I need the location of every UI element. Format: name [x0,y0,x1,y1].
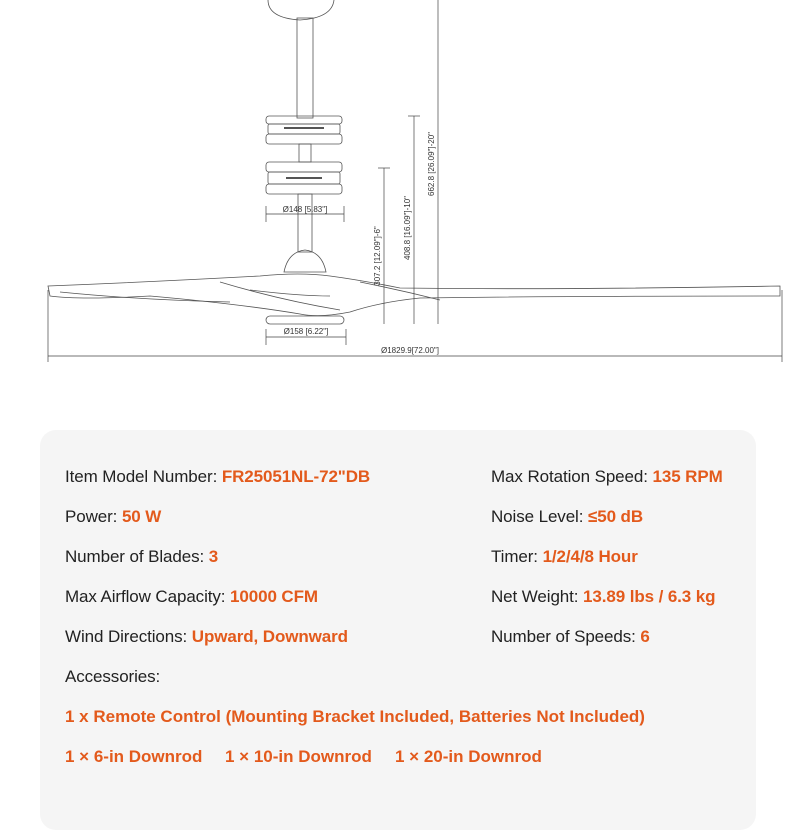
spec-label: Item Model Number: [65,467,222,486]
spec-value: ≤50 dB [587,507,644,526]
spec-label: Max Rotation Speed: [491,467,653,486]
motor-housing-upper [266,116,342,144]
spec-label: Timer: [491,547,543,566]
dim-hub-diameter: Ø158 [6.22"] [283,327,329,336]
ceiling-mount [268,0,334,20]
spec-label: Number of Blades: [65,547,209,566]
spec-weight [491,587,715,607]
spec-value: FR25051NL-72"DB [221,467,371,486]
spec-value: 10000 CFM [230,587,318,606]
spec-wind [65,627,348,647]
light-cap [266,316,344,324]
downrod [297,18,313,118]
spec-label: Max Airflow Capacity: [65,587,231,606]
accessory-item: 1 x Remote Control (Mounting Bracket Included, Batteries Not Included) [65,707,645,726]
spec-speeds [491,627,650,647]
spec-value: 1/2/4/8 Hour [542,547,638,566]
spec-card [40,430,756,830]
spec-label: Wind Directions: [65,627,192,646]
dim-height-mid: 408.8 [16.09"]-10" [403,196,412,260]
dim-height-long: 662.8 [26.09"]-20" [427,132,436,196]
spec-blades [65,547,218,567]
spec-value: Upward, Downward [191,627,348,646]
accessory-item: 1 × 10-in Downrod [225,747,372,766]
dim-canopy-diameter: Ø148 [5.83"] [282,205,328,214]
spec-label: Noise Level: [491,507,588,526]
dim-span: Ø1829.9[72.00"] [381,346,439,355]
spec-value: 13.89 lbs / 6.3 kg [583,587,716,606]
spec-power [65,507,161,527]
accessory-item: 1 × 20-in Downrod [395,747,542,766]
spec-airflow [65,587,318,607]
spec-label: Number of Speeds: [491,627,641,646]
spec-value: 135 RPM [652,467,723,486]
spec-value: 6 [640,627,650,646]
accessories-label: Accessories: [65,667,161,686]
dim-height-short: 307.2 [12.09"]-6" [373,226,382,286]
spec-value: 3 [208,547,219,566]
motor-hub [284,250,326,272]
accessory-item: 1 × 6-in Downrod [65,747,203,766]
spec-label: Power: [65,507,122,526]
spec-noise [491,507,643,527]
spec-rpm [491,467,723,487]
fan-dimension-diagram [0,0,800,400]
motor-housing-lower [266,162,342,194]
spec-value: 50 W [121,507,162,526]
spec-timer [491,547,638,567]
spec-model [65,467,370,487]
spec-label: Net Weight: [491,587,584,606]
